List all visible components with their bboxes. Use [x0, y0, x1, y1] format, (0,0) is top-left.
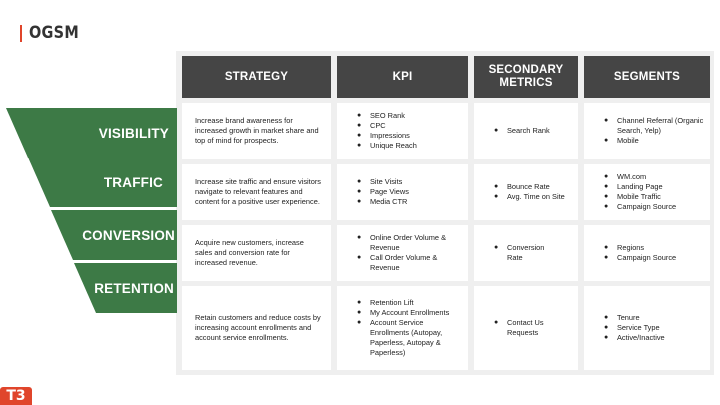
list-item: ● CPC	[337, 121, 468, 131]
kpi-cell-retention	[337, 286, 468, 370]
funnel-label: RETENTION	[94, 280, 174, 296]
slide-title	[20, 22, 88, 44]
list-item: ● Regions	[584, 243, 710, 253]
segments-cell-visibility	[584, 103, 710, 159]
list-item: ● Campaign Source	[584, 202, 710, 212]
header-segments: SEGMENTS	[584, 56, 710, 98]
header-secondary-metrics: SECONDARY METRICS	[474, 56, 578, 98]
list-item: ● Unique Reach	[337, 141, 468, 151]
secondary-cell-traffic	[474, 164, 578, 220]
list-item: ● Retention Lift	[337, 298, 468, 308]
segments-cell-traffic	[584, 164, 710, 220]
list-item: ● Media CTR	[337, 197, 468, 207]
list-item: ● Mobile Traffic	[584, 192, 710, 202]
segments-cell-retention	[584, 286, 710, 370]
kpi-cell-conversion	[337, 225, 468, 281]
list-item: ● Active/Inactive	[584, 333, 710, 343]
list-item: ● Call Order Volume & Revenue	[337, 253, 468, 273]
strategy-cell-traffic	[182, 164, 331, 220]
funnel-stage-traffic	[28, 157, 177, 207]
secondary-cell-visibility	[474, 103, 578, 159]
list-item: ● Landing Page	[584, 182, 710, 192]
segments-cell-conversion	[584, 225, 710, 281]
list-item: ● Search Rank	[474, 126, 578, 136]
funnel-label: TRAFFIC	[103, 174, 163, 190]
strategy-cell-visibility	[182, 103, 331, 159]
header-strategy: STRATEGY	[182, 56, 331, 98]
list-item: ● Site Visits	[337, 177, 468, 187]
list-item: ● Bounce Rate	[474, 182, 578, 192]
slide-title-text: OGSM	[29, 23, 79, 43]
funnel-stage-retention	[74, 263, 177, 313]
title-accent-bar	[20, 25, 22, 42]
list-item: ● SEO Rank	[337, 111, 468, 121]
list-item: ● Avg. Time on Site	[474, 192, 578, 202]
t3-logo: T3	[0, 387, 32, 405]
kpi-cell-traffic	[337, 164, 468, 220]
strategy-text: Increase brand awareness for increased growth in market share and top of mind for prospects.	[195, 116, 319, 145]
list-item: ● Account Service Enrollments (Autopay, Paperless, Autopay & Paperless)	[337, 318, 468, 358]
strategy-text: Retain customers and reduce costs by increasing account enrollments and account service enrollments.	[195, 313, 321, 342]
list-item: ● Mobile	[584, 136, 710, 146]
kpi-cell-visibility	[337, 103, 468, 159]
list-item: ● WM.com	[584, 172, 710, 182]
list-item: ● Service Type	[584, 323, 710, 333]
strategy-text: Increase site traffic and ensure visitors navigate to relevant features and content for a positive user experience.	[195, 177, 321, 206]
funnel-label: CONVERSION	[82, 227, 175, 243]
list-item: ● Conversion Rate	[474, 243, 578, 263]
secondary-cell-retention	[474, 286, 578, 370]
strategy-text: Acquire new customers, increase sales and conversion rate for increased revenue.	[195, 238, 304, 267]
list-item: ● Campaign Source	[584, 253, 710, 263]
strategy-cell-retention	[182, 286, 331, 370]
funnel-label: VISIBILITY	[98, 125, 169, 141]
list-item: ● Tenure	[584, 313, 710, 323]
funnel-stage-visibility	[6, 108, 177, 158]
secondary-cell-conversion	[474, 225, 578, 281]
header-kpi: KPI	[337, 56, 468, 98]
list-item: ● Contact Us Requests	[474, 318, 578, 338]
list-item: ● Page Views	[337, 187, 468, 197]
list-item: ● Online Order Volume & Revenue	[337, 233, 468, 253]
funnel-stage-conversion	[51, 210, 177, 260]
strategy-cell-conversion	[182, 225, 331, 281]
list-item: ● Impressions	[337, 131, 468, 141]
list-item: ● Channel Referral (Organic Search, Yelp)	[584, 116, 710, 136]
list-item: ● My Account Enrollments	[337, 308, 468, 318]
